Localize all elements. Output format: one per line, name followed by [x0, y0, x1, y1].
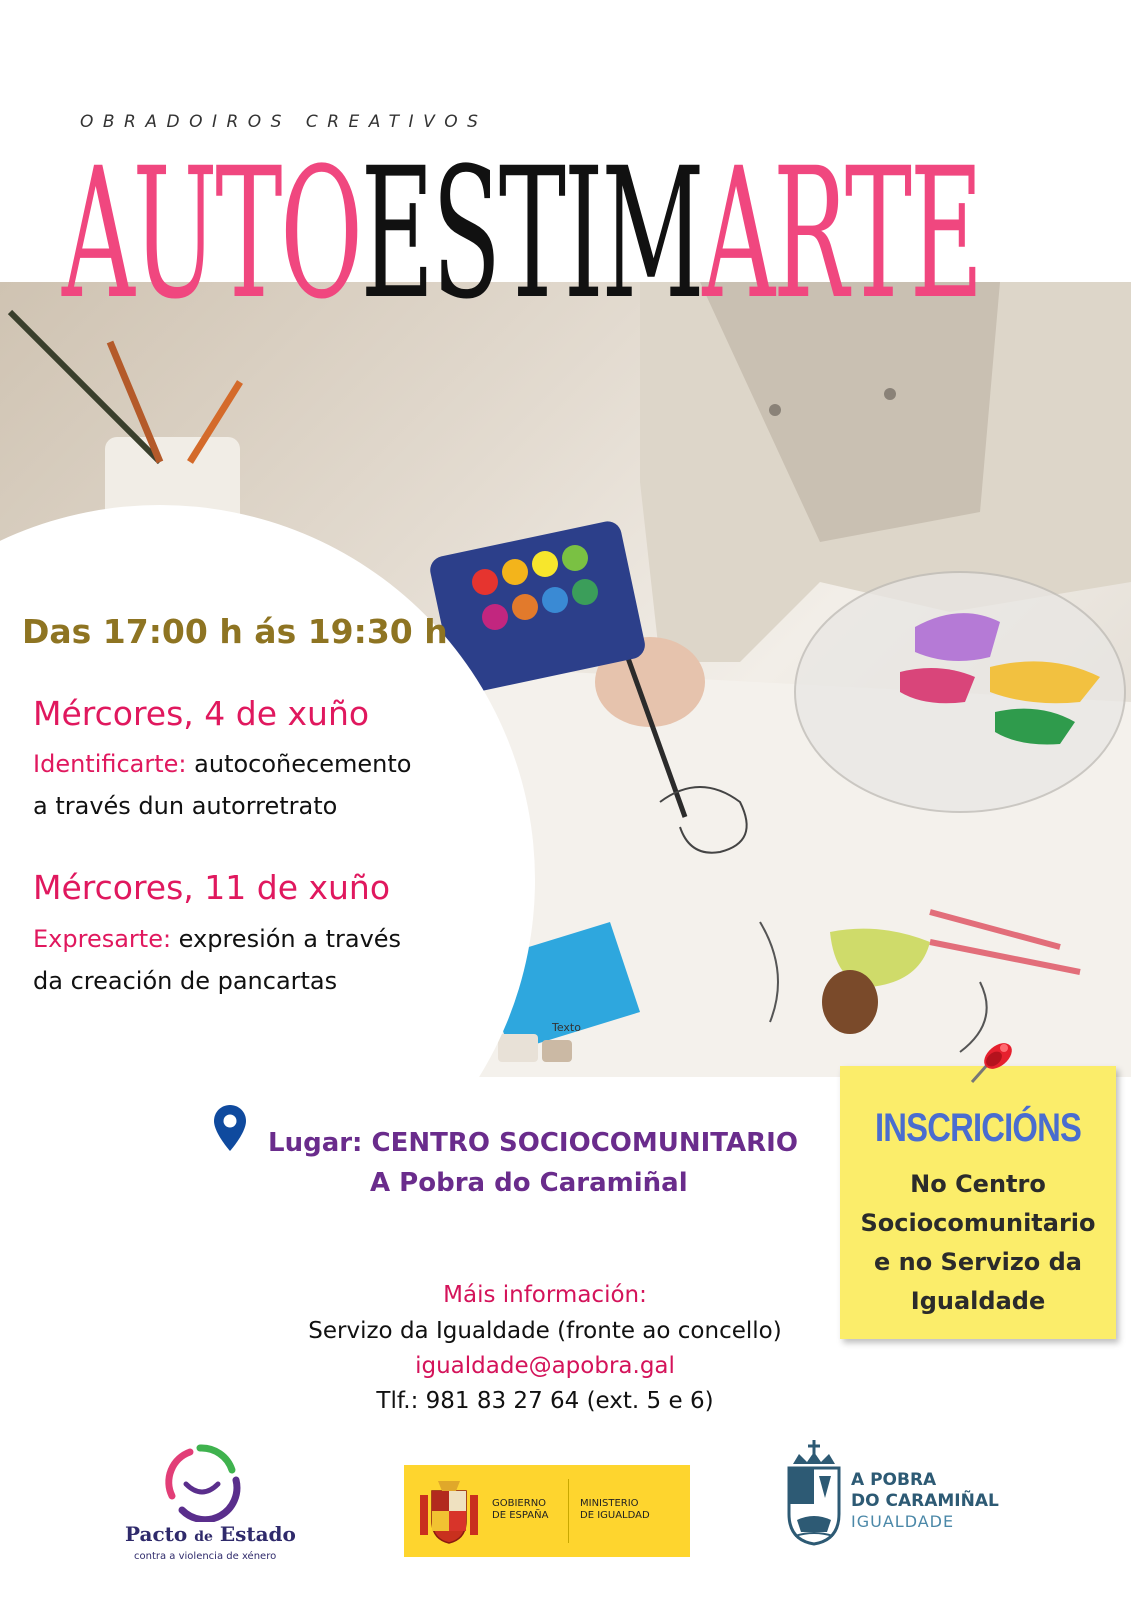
- more-info-heading: Máis información:: [443, 1282, 647, 1308]
- pacto-name-a: Pacto: [125, 1522, 195, 1546]
- location-pin-icon: [214, 1105, 246, 1151]
- session-2-desc1: expresión a través: [171, 925, 402, 953]
- pobra-crest-icon: [785, 1440, 843, 1546]
- registration-line: No Centro: [910, 1170, 1046, 1198]
- session-1-desc-line2: a través dun autorretrato: [33, 792, 338, 820]
- session-2-desc-line2: da creación de pancartas: [33, 967, 338, 995]
- schedule-time: Das 17:00 h ás 19:30 h: [22, 612, 448, 651]
- pushpin-icon: [964, 1034, 1020, 1090]
- pacto-logo-icon: [152, 1440, 252, 1522]
- session-1-label: Identificarte:: [33, 750, 187, 778]
- session-2-date: Mércores, 11 de xuño: [33, 868, 391, 907]
- gob-line2: DE ESPAÑA: [492, 1510, 549, 1521]
- pobra-logo-line2: DO CARAMIÑAL: [851, 1491, 999, 1511]
- pobra-logo-line1: A POBRA: [851, 1470, 937, 1490]
- pacto-name-c: Estado: [212, 1522, 296, 1546]
- pacto-logo-subtitle: contra a violencia de xénero: [134, 1551, 277, 1562]
- min-line1: MINISTERIO: [580, 1498, 639, 1509]
- gobierno-label: [492, 1498, 572, 1522]
- pacto-logo-name: [125, 1522, 296, 1546]
- spain-coat-of-arms-icon: [418, 1477, 480, 1545]
- session-1-desc-line1: [33, 750, 411, 778]
- gob-line1: GOBIERNO: [492, 1498, 547, 1509]
- registration-note: [840, 1066, 1116, 1339]
- more-info-phone: Tlf.: 981 83 27 64 (ext. 5 e 6): [376, 1388, 714, 1414]
- gobierno-logo: [404, 1465, 690, 1557]
- pobra-logo-line3: IGUALDADE: [851, 1512, 955, 1531]
- session-1-date: Mércores, 4 de xuño: [33, 694, 370, 733]
- main-title: [62, 130, 982, 339]
- registration-line: Igualdade: [910, 1287, 1046, 1315]
- title-part-estim: ESTIM: [360, 130, 703, 339]
- title-part-auto: AUTO: [62, 130, 361, 339]
- location-line1: Lugar: CENTRO SOCIOCOMUNITARIO: [268, 1128, 798, 1158]
- more-info-office: Servizo da Igualdade (fronte ao concello): [308, 1318, 782, 1344]
- session-1-desc1: autocoñecemento: [186, 750, 412, 778]
- registration-title: INSCRICIÓNS: [874, 1106, 1082, 1150]
- photo-caption: Texto: [552, 1021, 581, 1034]
- ministerio-label: [580, 1498, 680, 1522]
- gobierno-divider: [568, 1479, 569, 1543]
- registration-line: e no Servizo da: [873, 1248, 1083, 1276]
- kicker-text: OBRADOIROS CREATIVOS: [80, 112, 488, 132]
- session-2-desc-line1: [33, 925, 401, 953]
- title-part-arte: ARTE: [702, 130, 982, 339]
- registration-line: Sociocomunitario: [860, 1209, 1096, 1237]
- pacto-name-b: de: [194, 1529, 213, 1545]
- min-line2: DE IGUALDAD: [580, 1510, 650, 1521]
- more-info-email[interactable]: igualdade@apobra.gal: [415, 1353, 675, 1379]
- session-2-label: Expresarte:: [33, 925, 172, 953]
- location-line2: A Pobra do Caramiñal: [370, 1168, 688, 1198]
